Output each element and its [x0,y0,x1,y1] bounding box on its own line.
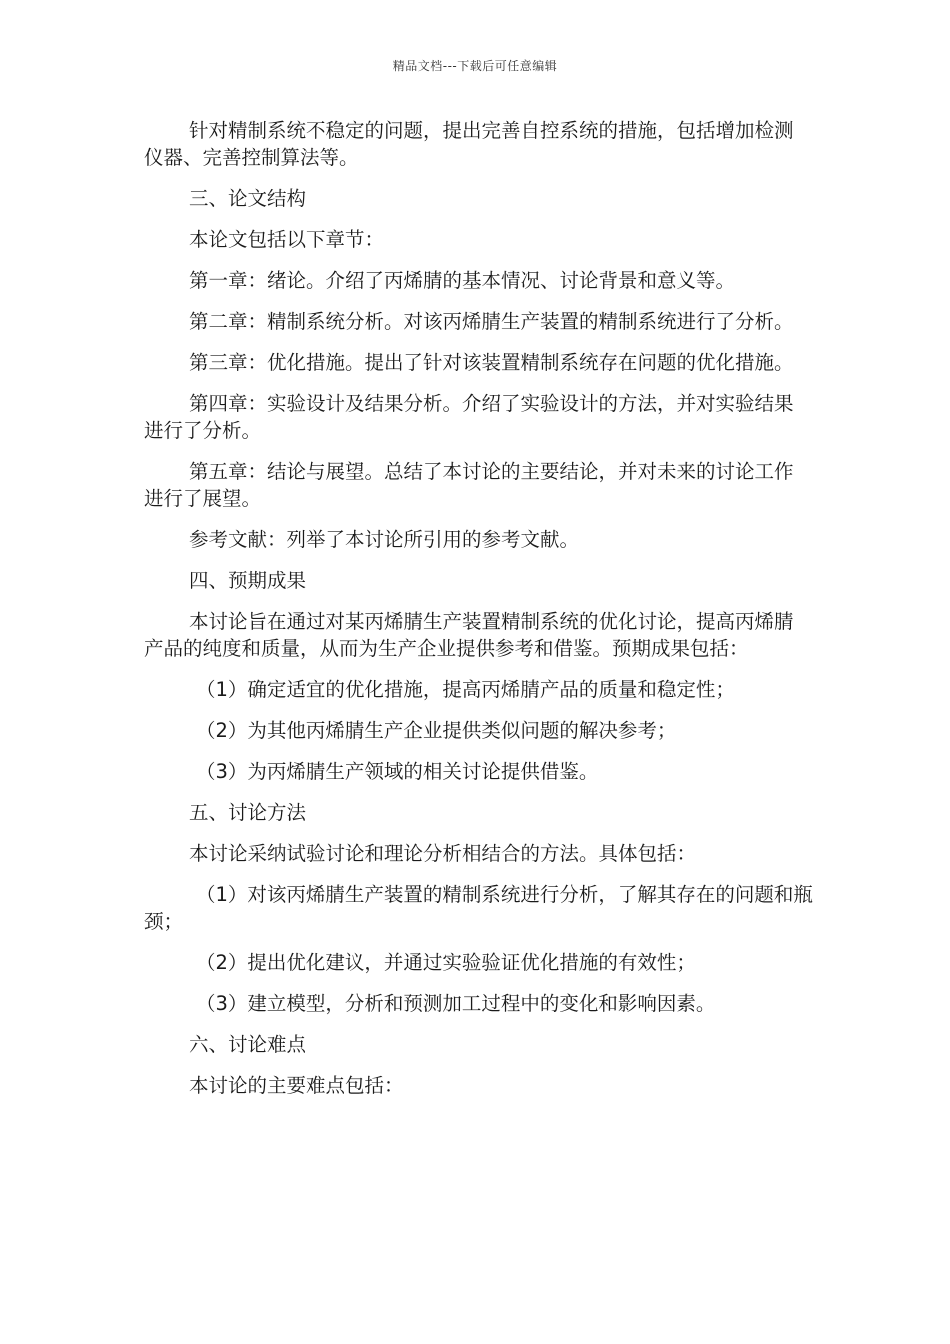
paragraph-difficulties: 本讨论的主要难点包括： [189,1074,404,1097]
page-header-watermark: 精品文档---下载后可任意编辑 [392,59,558,73]
section-heading-methods: 五、讨论方法 [189,801,307,824]
list-item-result-2: （2）为其他丙烯腈生产企业提供类似问题的解决参考； [196,719,677,742]
paragraph-chapters-intro: 本论文包括以下章节： [189,228,385,251]
list-item-result-3: （3）为丙烯腈生产领域的相关讨论提供借鉴。 [196,760,599,783]
paragraph-chapter-2: 第二章：精制系统分析。对该丙烯腈生产装置的精制系统进行了分析。 [189,310,794,333]
paragraph-expected-results: 本讨论旨在通过对某丙烯腈生产装置精制系统的优化讨论，提高丙烯腈产品的纯度和质量，从而为生产企业提供参考和借鉴。预期成果包括： [144,610,794,660]
list-item-result-1: （1）确定适宜的优化措施，提高丙烯腈产品的质量和稳定性； [196,678,735,701]
list-item-method-1: （1）对该丙烯腈生产装置的精制系统进行分析，了解其存在的问题和瓶颈； [144,883,813,933]
paragraph-chapter-1: 第一章：绪论。介绍了丙烯腈的基本情况、讨论背景和意义等。 [189,269,736,292]
paragraph-intro-measures: 针对精制系统不稳定的问题，提出完善自控系统的措施，包括增加检测仪器、完善控制算法等。 [144,119,794,169]
paragraph-chapter-5: 第五章：结论与展望。总结了本讨论的主要结论，并对未来的讨论工作进行了展望。 [144,460,794,510]
paragraph-references: 参考文献：列举了本讨论所引用的参考文献。 [189,528,580,551]
section-heading-structure: 三、论文结构 [189,187,307,210]
paragraph-methods: 本讨论采纳试验讨论和理论分析相结合的方法。具体包括： [189,842,697,865]
paragraph-chapter-4: 第四章：实验设计及结果分析。介绍了实验设计的方法，并对实验结果进行了分析。 [144,392,794,442]
paragraph-chapter-3: 第三章：优化措施。提出了针对该装置精制系统存在问题的优化措施。 [189,351,794,374]
section-heading-difficulties: 六、讨论难点 [189,1033,307,1056]
document-body [144,117,813,1113]
list-item-method-2: （2）提出优化建议，并通过实验验证优化措施的有效性； [196,951,696,974]
list-item-method-3: （3）建立模型，分析和预测加工过程中的变化和影响因素。 [196,992,716,1015]
section-heading-expected-results: 四、预期成果 [189,569,307,592]
